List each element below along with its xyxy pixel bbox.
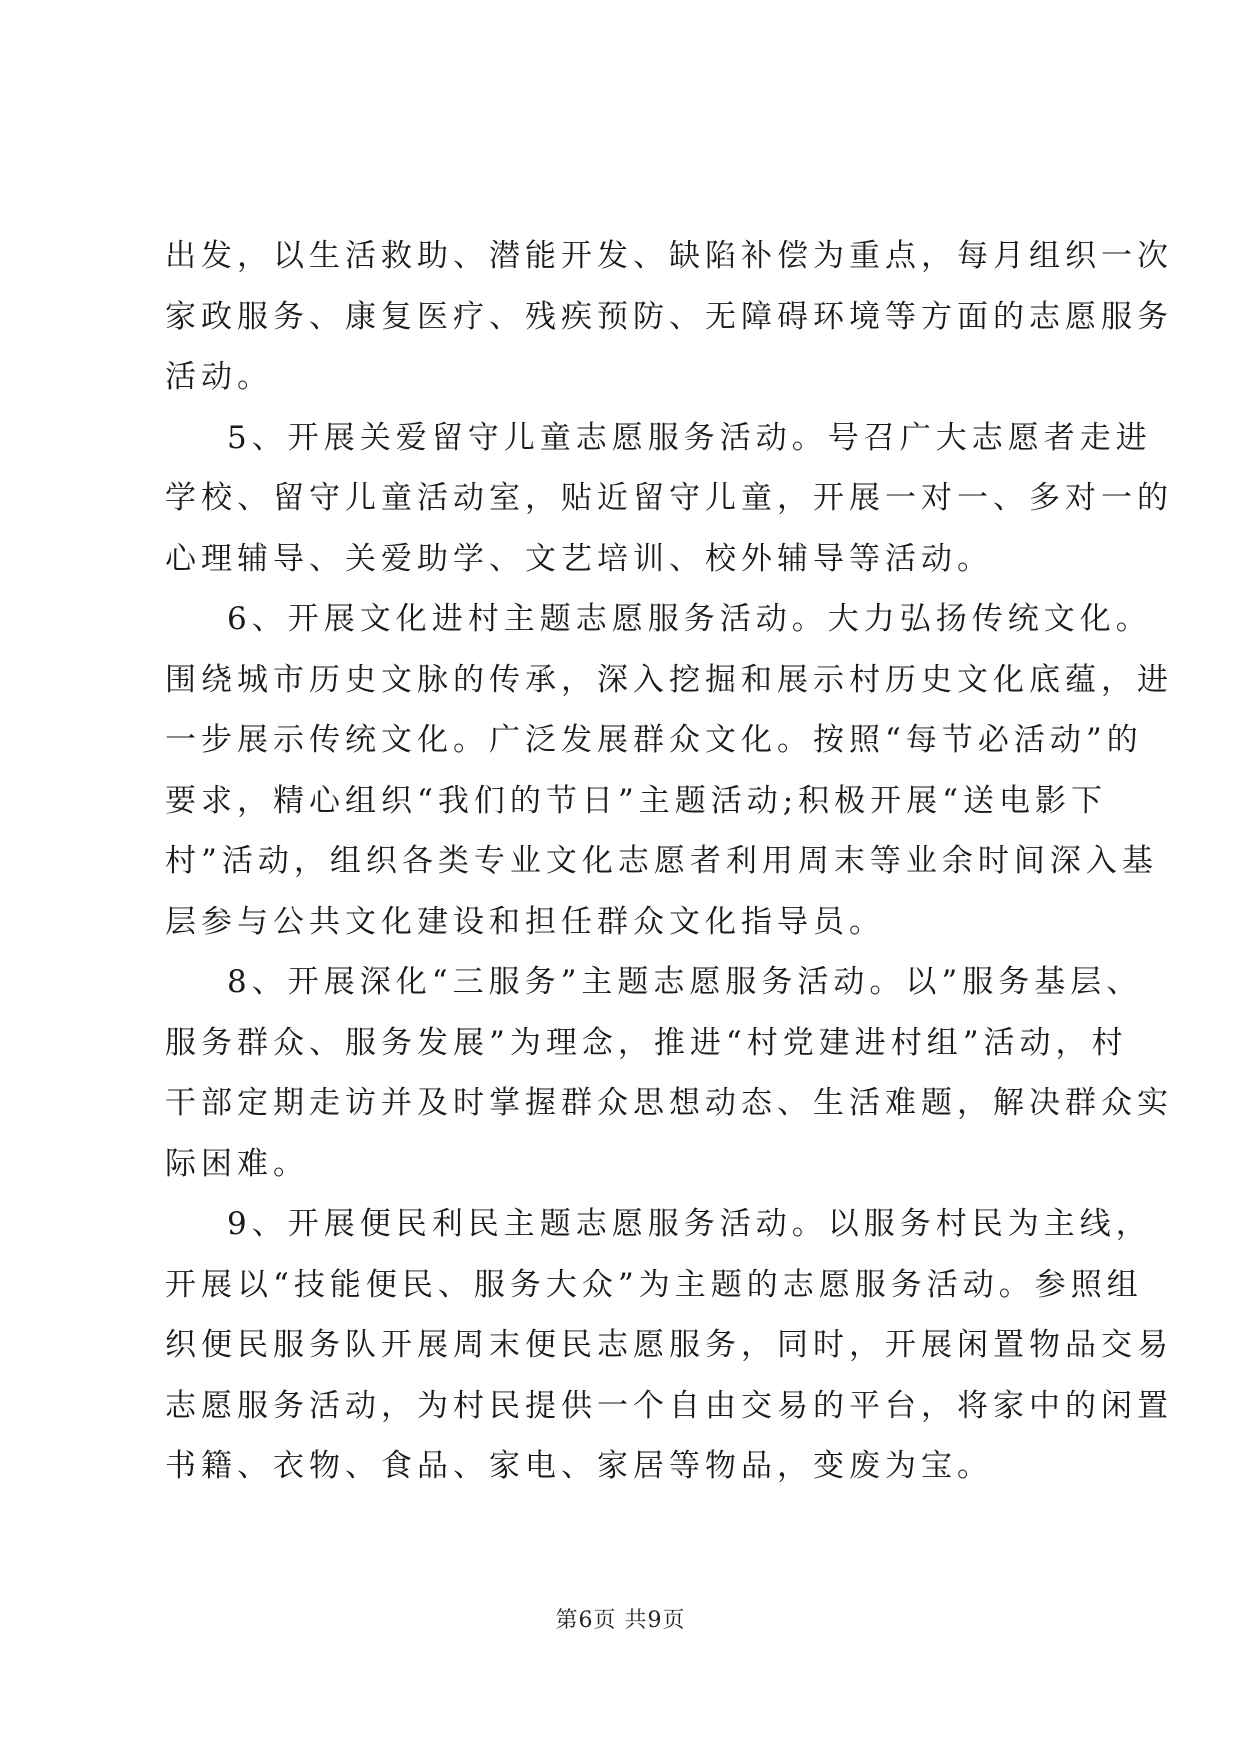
paragraph-8-start: 8、开展深化“三服务”主题志愿服务活动。以”服务基层、 (227, 964, 1143, 1000)
paragraph-6-start: 6、开展文化进村主题志愿服务活动。大力弘扬传统文化。 (227, 601, 1152, 637)
paragraph-9-start: 9、开展便民利民主题志愿服务活动。以服务村民为主线， (227, 1206, 1152, 1242)
text-line: 心理辅导、关爱助学、文艺培训、校外辅导等活动。 (165, 540, 993, 577)
paragraph-5-start: 5、开展关爱留守儿童志愿服务活动。号召广大志愿者走进 (227, 419, 1152, 456)
text-line: 书籍、衣物、食品、家电、家居等物品，变废为宝。 (165, 1448, 993, 1484)
text-line: 活动。 (165, 359, 273, 395)
text-line: 一步展示传统文化。广泛发展群众文化。按照“每节必活动”的 (165, 722, 1143, 758)
text-line: 织便民服务队开展周末便民志愿服务，同时，开展闲置物品交易 (165, 1327, 1173, 1363)
text-line: 开展以“技能便民、服务大众”为主题的志愿服务活动。参照组 (165, 1266, 1143, 1303)
text-line: 服务群众、服务发展”为理念，推进“村党建进村组”活动，村 (165, 1024, 1128, 1061)
text-line: 家政服务、康复医疗、残疾预防、无障碍环境等方面的志愿服务 (165, 298, 1173, 335)
text-line: 干部定期走访并及时掌握群众思想动态、生活难题，解决群众实 (165, 1085, 1173, 1121)
text-line: 出发，以生活救助、潜能开发、缺陷补偿为重点，每月组织一次 (165, 238, 1173, 274)
text-line: 层参与公共文化建设和担任群众文化指导员。 (165, 903, 885, 940)
text-line: 村”活动，组织各类专业文化志愿者利用周末等业余时间深入基 (165, 843, 1158, 879)
text-line: 围绕城市历史文脉的传承，深入挖掘和展示村历史文化底蕴，进 (165, 661, 1173, 698)
text-line: 要求，精心组织“我们的节日”主题活动;积极开展“送电影下 (165, 782, 1107, 819)
page-number-footer: 第6页 共9页 (555, 1608, 686, 1633)
text-line: 际困难。 (165, 1145, 309, 1182)
text-line: 学校、留守儿童活动室，贴近留守儿童，开展一对一、多对一的 (165, 480, 1173, 516)
text-line: 志愿服务活动，为村民提供一个自由交易的平台，将家中的闲置 (165, 1387, 1173, 1424)
document-body (165, 226, 1173, 1497)
